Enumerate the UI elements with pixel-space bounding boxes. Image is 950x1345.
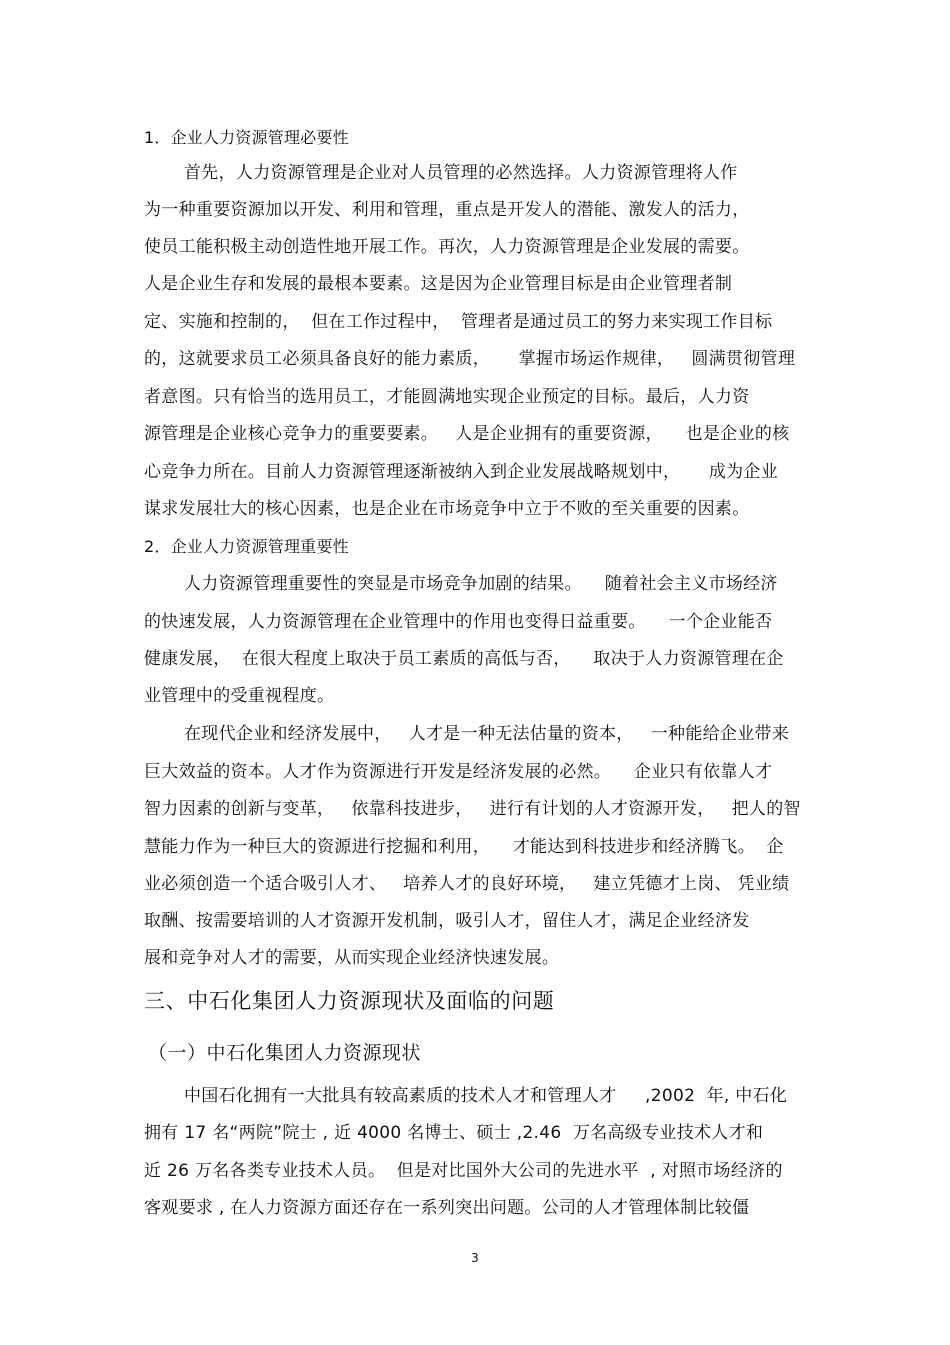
text-line: 在现代企业和经济发展中， 人才是一种无法估量的资本， 一种能给企业带来 (184, 724, 790, 744)
text-line: 业管理中的受重视程度。 (144, 686, 335, 706)
text-line: 智力因素的创新与变革， 依靠科技进步， 进行有计划的人才资源开发， 把人的智 (144, 799, 801, 819)
text-line: 心竞争力所在。目前人力资源管理逐渐被纳入到企业发展战略规划中， 成为企业 (144, 462, 779, 482)
section-title: 三、中石化集团人力资源现状及面临的问题 (144, 989, 555, 1013)
text-line: 中国石化拥有一大批具有较高素质的技术人才和管理人才 ,2002 年, 中石化 (184, 1086, 788, 1106)
text-line: 近 26 万名各类专业技术人员。 但是对比国外大公司的先进水平 , 对照市场经济的 (144, 1161, 783, 1181)
text-line: 定、实施和控制的， 但在工作过程中， 管理者是通过员工的努力来实现工作目标 (144, 312, 773, 332)
text-line: 健康发展， 在很大程度上取决于员工素质的高低与否， 取决于人力资源管理在企 (144, 649, 784, 669)
text-line: 慧能力作为一种巨大的资源进行挖掘和利用， 才能达到科技进步和经济腾飞。 企 (144, 837, 784, 857)
subsection-title: （一）中石化集团人力资源现状 (148, 1042, 422, 1064)
heading-necessity: 1．企业人力资源管理必要性 (144, 128, 349, 147)
text-line: 业必须创造一个适合吸引人才、 培养人才的良好环境， 建立凭德才上岗、 凭业绩 (144, 874, 790, 894)
text-line: 巨大效益的资本。人才作为资源进行开发是经济发展的必然。 企业只有依靠人才 (144, 762, 773, 782)
text-line: 取酬、按需要培训的人才资源开发机制，吸引人才，留住人才，满足企业经济发 (144, 911, 750, 931)
page-number: 3 (471, 1251, 479, 1265)
text-line: 首先，人力资源管理是企业对人员管理的必然选择。人力资源管理将人作 (184, 163, 738, 183)
text-line: 为一种重要资源加以开发、利用和管理，重点是开发人的潜能、激发人的活力， (144, 200, 750, 220)
text-line: 的，这就要求员工必须具备良好的能力素质， 掌握市场运作规律， 圆满贯彻管理 (144, 349, 796, 369)
text-line: 展和竞争对人才的需要，从而实现企业经济快速发展。 (144, 948, 560, 968)
text-line: 拥有 17 名“两院”院士 , 近 4000 名博士、硕士 ,2.46 万名高级专业技术人才和 (144, 1123, 764, 1143)
text-line: 人是企业生存和发展的最根本要素。这是因为企业管理目标是由企业管理者制 (144, 274, 733, 294)
text-line: 人力资源管理重要性的突显是市场竞争加剧的结果。 随着社会主义市场经济 (184, 574, 778, 594)
heading-importance: 2．企业人力资源管理重要性 (144, 537, 349, 556)
text-line: 客观要求 , 在人力资源方面还存在一系列突出问题。公司的人才管理体制比较僵 (144, 1198, 750, 1218)
text-line: 者意图。只有恰当的选用员工，才能圆满地实现企业预定的目标。最后，人力资 (144, 387, 750, 407)
text-line: 谋求发展壮大的核心因素，也是企业在市场竞争中立于不败的至关重要的因素。 (144, 499, 750, 519)
text-line: 使员工能积极主动创造性地开展工作。再次，人力资源管理是企业发展的需要。 (144, 237, 750, 257)
text-line: 源管理是企业核心竞争力的重要要素。 人是企业拥有的重要资源， 也是企业的核 (144, 424, 790, 444)
text-line: 的快速发展，人力资源管理在企业管理中的作用也变得日益重要。 一个企业能否 (144, 612, 773, 632)
